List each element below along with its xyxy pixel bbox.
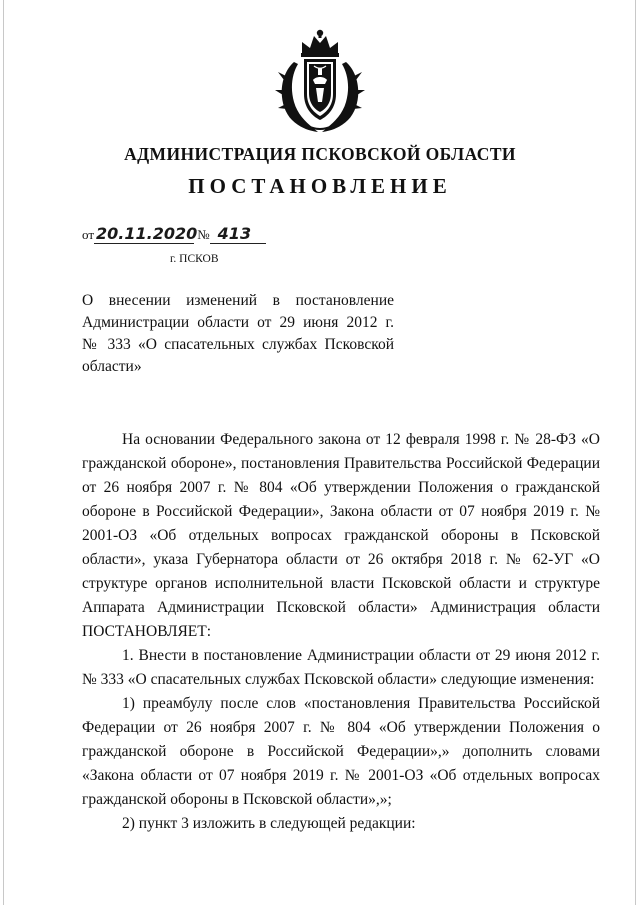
date-prefix: от xyxy=(82,227,95,242)
subject-line: № 333 «О спасательных службах Псковской xyxy=(82,336,394,353)
number-sign: № xyxy=(197,227,210,242)
subitem-2-paragraph: 2) пункт 3 изложить в следующей редакции: xyxy=(122,815,416,832)
subject-line: области» xyxy=(82,358,142,375)
document-type-title: ПОСТАНОВЛЕНИЕ xyxy=(188,174,452,198)
subject-line: О внесении изменений в постановление xyxy=(82,292,394,309)
scan-edge-right xyxy=(635,0,636,905)
handwritten-date: 20.11.2020 xyxy=(96,224,198,243)
coat-of-arms-icon xyxy=(272,28,368,134)
subject-line: Администрации области от 29 июня 2012 г. xyxy=(82,314,394,331)
subitem-1-paragraph: 1) преамбулу после слов «постановления Правительства Российской Федерации от 26 ноября 2007 г. № 804 «Об утверждении Положения о гражданской обороне в Российской Федерации»,» дополнить словами «Закона области от 07 ноября 2019 г. № 2001-ОЗ «Об отдельных вопросах гражданской обороны в Псковской области»,»; xyxy=(82,695,600,808)
preamble-paragraph: На основании Федерального закона от 12 февраля 1998 г. № 28-ФЗ «О гражданской обороне», постановления Правительства Российской Федерации от 26 ноября 2007 г. № 804 «Об утверждении Положения о гражданской обороне в Российской Федерации», Закона области от 07 ноября 2019 г. № 2001-ОЗ «Об отдельных вопросах гражданской обороны в Псковской области», указа Губернатора области от 26 октября 2018 г. № 62-УГ «О структуре органов исполнительной власти Псковской области и структуре Аппарата Администрации Псковской области» Администрация области ПОСТАНОВЛЯЕТ: xyxy=(82,431,600,640)
document-subject xyxy=(82,290,394,378)
date-number-line xyxy=(82,224,266,244)
scan-edge-left xyxy=(3,0,4,905)
document-body xyxy=(82,428,600,836)
handwritten-number: 413 xyxy=(217,224,252,243)
city-label: г. ПСКОВ xyxy=(170,253,219,265)
organization-title: АДМИНИСТРАЦИЯ ПСКОВСКОЙ ОБЛАСТИ xyxy=(124,144,516,164)
item-1-paragraph: 1. Внести в постановление Администрации области от 29 июня 2012 г. № 333 «О спасательных службах Псковской области» следующие изменения: xyxy=(82,647,600,688)
